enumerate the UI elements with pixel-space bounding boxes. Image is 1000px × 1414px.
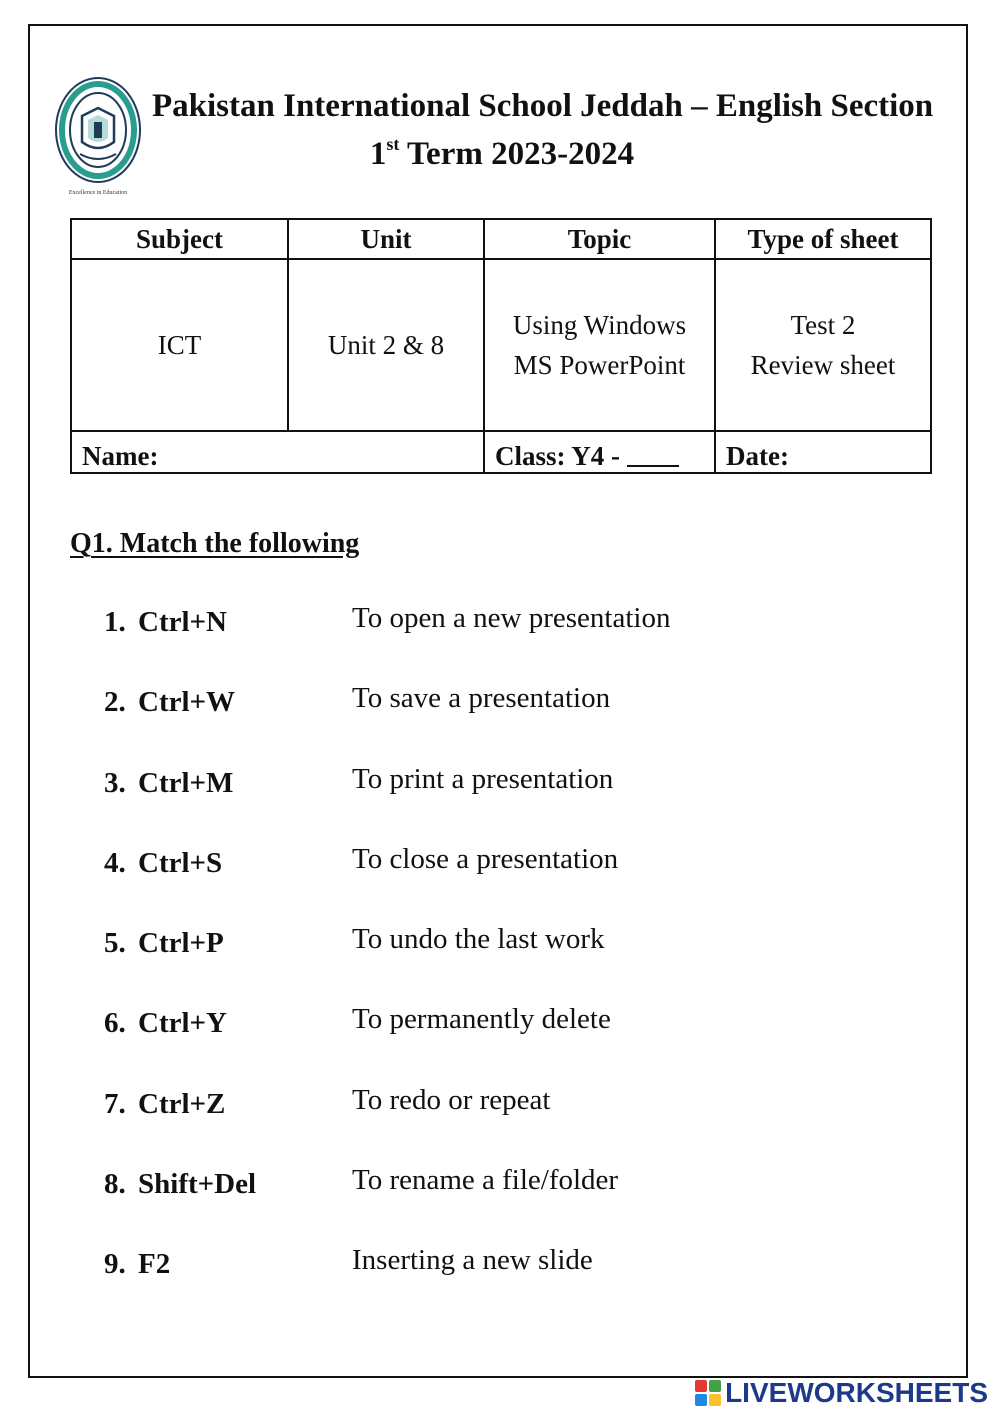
logo-tagline: Excellence in Education — [68, 190, 128, 196]
liveworksheets-logo-icon — [695, 1380, 721, 1406]
sheet-line-2: Review sheet — [750, 349, 896, 380]
shortcut-description[interactable]: To save a presentation — [352, 682, 611, 715]
date-label: Date: — [726, 441, 789, 471]
item-number: 9. — [104, 1248, 126, 1281]
shortcut-description[interactable]: To print a presentation — [352, 762, 614, 795]
item-number: 3. — [104, 766, 126, 799]
match-row[interactable] — [0, 1001, 1000, 1081]
shortcut-key[interactable]: Shift+Del — [138, 1168, 257, 1201]
term-prefix: 1 — [369, 136, 387, 172]
topic-line-2: MS PowerPoint — [513, 349, 686, 380]
date-field[interactable] — [715, 431, 931, 473]
shortcut-description[interactable]: To open a new presentation — [352, 602, 671, 634]
match-row[interactable] — [0, 600, 1000, 680]
sheet-line-1: Test 2 — [790, 309, 856, 340]
info-body-row — [71, 259, 931, 430]
shortcut-key[interactable]: Ctrl+W — [138, 686, 236, 719]
info-table — [70, 218, 932, 474]
match-row[interactable] — [0, 1242, 1000, 1322]
liveworksheets-watermark[interactable] — [695, 1376, 988, 1410]
shortcut-key[interactable]: Ctrl+M — [138, 766, 234, 799]
shortcut-key[interactable]: Ctrl+Z — [138, 1087, 226, 1120]
match-list — [0, 600, 1000, 1323]
school-logo — [52, 72, 144, 204]
unit-value: Unit 2 & 8 — [288, 259, 484, 430]
logo-square-green — [709, 1380, 721, 1392]
shortcut-key[interactable]: Ctrl+S — [138, 846, 223, 879]
term-suffix: st — [386, 134, 400, 154]
name-label: Name: — [82, 441, 159, 471]
watermark-text: LIVEWORKSHEETS — [725, 1377, 988, 1408]
shortcut-description[interactable]: To rename a file/folder — [352, 1164, 619, 1197]
topic-line-1: Using Windows — [512, 309, 687, 340]
logo-square-yellow — [709, 1394, 721, 1406]
match-row[interactable] — [0, 1082, 1000, 1162]
term-rest: Term 2023-2024 — [399, 136, 635, 172]
item-number: 6. — [104, 1007, 126, 1040]
subject-value: ICT — [71, 259, 288, 430]
match-row[interactable] — [0, 841, 1000, 921]
shortcut-key[interactable]: Ctrl+P — [138, 927, 224, 960]
shortcut-description[interactable]: To close a presentation — [352, 842, 619, 875]
logo-square-blue — [695, 1394, 707, 1406]
shortcut-description[interactable]: To redo or repeat — [352, 1083, 551, 1116]
sheet-type-value — [715, 259, 931, 430]
class-field[interactable] — [484, 431, 715, 473]
class-blank[interactable] — [627, 445, 679, 467]
header-type-of-sheet: Type of sheet — [715, 219, 931, 259]
shortcut-description[interactable]: Inserting a new slide — [352, 1244, 593, 1277]
header-subject: Subject — [71, 219, 288, 259]
match-row[interactable] — [0, 761, 1000, 841]
class-label: Class: Y4 - — [495, 441, 627, 471]
shortcut-description[interactable]: To permanently delete — [352, 1003, 611, 1036]
school-title: Pakistan International School Jeddah – English Section — [152, 88, 934, 124]
item-number: 1. — [104, 606, 126, 638]
item-number: 5. — [104, 927, 126, 960]
shortcut-key[interactable]: Ctrl+Y — [138, 1007, 227, 1040]
shortcut-key[interactable]: F2 — [138, 1248, 171, 1281]
item-number: 7. — [104, 1087, 126, 1120]
term-title — [152, 134, 852, 173]
header-topic: Topic — [484, 219, 715, 259]
header-unit: Unit — [288, 219, 484, 259]
match-row[interactable] — [0, 1162, 1000, 1242]
item-number: 2. — [104, 686, 126, 719]
item-number: 4. — [104, 846, 126, 879]
info-header-row — [71, 219, 931, 259]
topic-value — [484, 259, 715, 430]
question-heading: Q1. Match the following — [70, 528, 360, 559]
name-field[interactable] — [71, 431, 484, 473]
logo-square-red — [695, 1380, 707, 1392]
shortcut-description[interactable]: To undo the last work — [352, 923, 605, 956]
item-number: 8. — [104, 1168, 126, 1201]
match-row[interactable] — [0, 921, 1000, 1001]
shortcut-key[interactable]: Ctrl+N — [138, 606, 227, 638]
info-footer-row — [71, 431, 931, 473]
match-row[interactable] — [0, 680, 1000, 760]
